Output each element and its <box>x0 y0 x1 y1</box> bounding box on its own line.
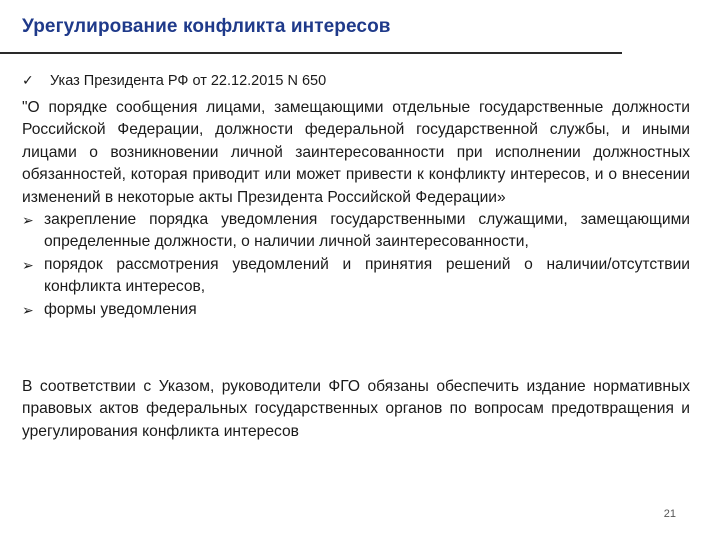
page-number: 21 <box>663 508 676 520</box>
list-item <box>22 209 690 254</box>
list-item <box>22 299 690 321</box>
decree-body <box>22 97 690 321</box>
arrow-bullet-icon: ➢ <box>22 212 34 229</box>
checkmark-icon: ✓ <box>22 72 34 88</box>
list-item-text: формы уведомления <box>44 300 197 318</box>
decree-provisions-list <box>22 209 690 321</box>
list-item <box>22 254 690 299</box>
title-divider <box>0 52 622 54</box>
decree-reference <box>22 72 326 89</box>
slide-title: Урегулирование конфликта интересов <box>22 16 391 37</box>
decree-title: "О порядке сообщения лицами, замещающими отдельные государственные должности Российской Федерации, должности федеральной государственной службы, и иными лицами о возникновении личной заинтересованности при исполнении должностных обязанностей, которая приводит или может привести к конфликту интересов, и о внесении изменений в некоторые акты Президента Российской Федерации» <box>22 99 690 206</box>
conclusion-paragraph: В соответствии с Указом, руководители ФГО обязаны обеспечить издание нормативных правовых актов федеральных государственных органов по вопросам предотвращения и урегулирования конфликта интересов <box>22 378 690 440</box>
arrow-bullet-icon: ➢ <box>22 301 34 318</box>
decree-reference-text: Указ Президента РФ от 22.12.2015 N 650 <box>50 73 327 89</box>
list-item-text: порядок рассмотрения уведомлений и принятия решений о наличии/отсутствии конфликта интересов, <box>44 255 690 296</box>
list-item-text: закрепление порядка уведомления государственными служащими, замещающими определенные должности, о наличии личной заинтересованности, <box>44 211 690 251</box>
arrow-bullet-icon: ➢ <box>22 256 34 273</box>
